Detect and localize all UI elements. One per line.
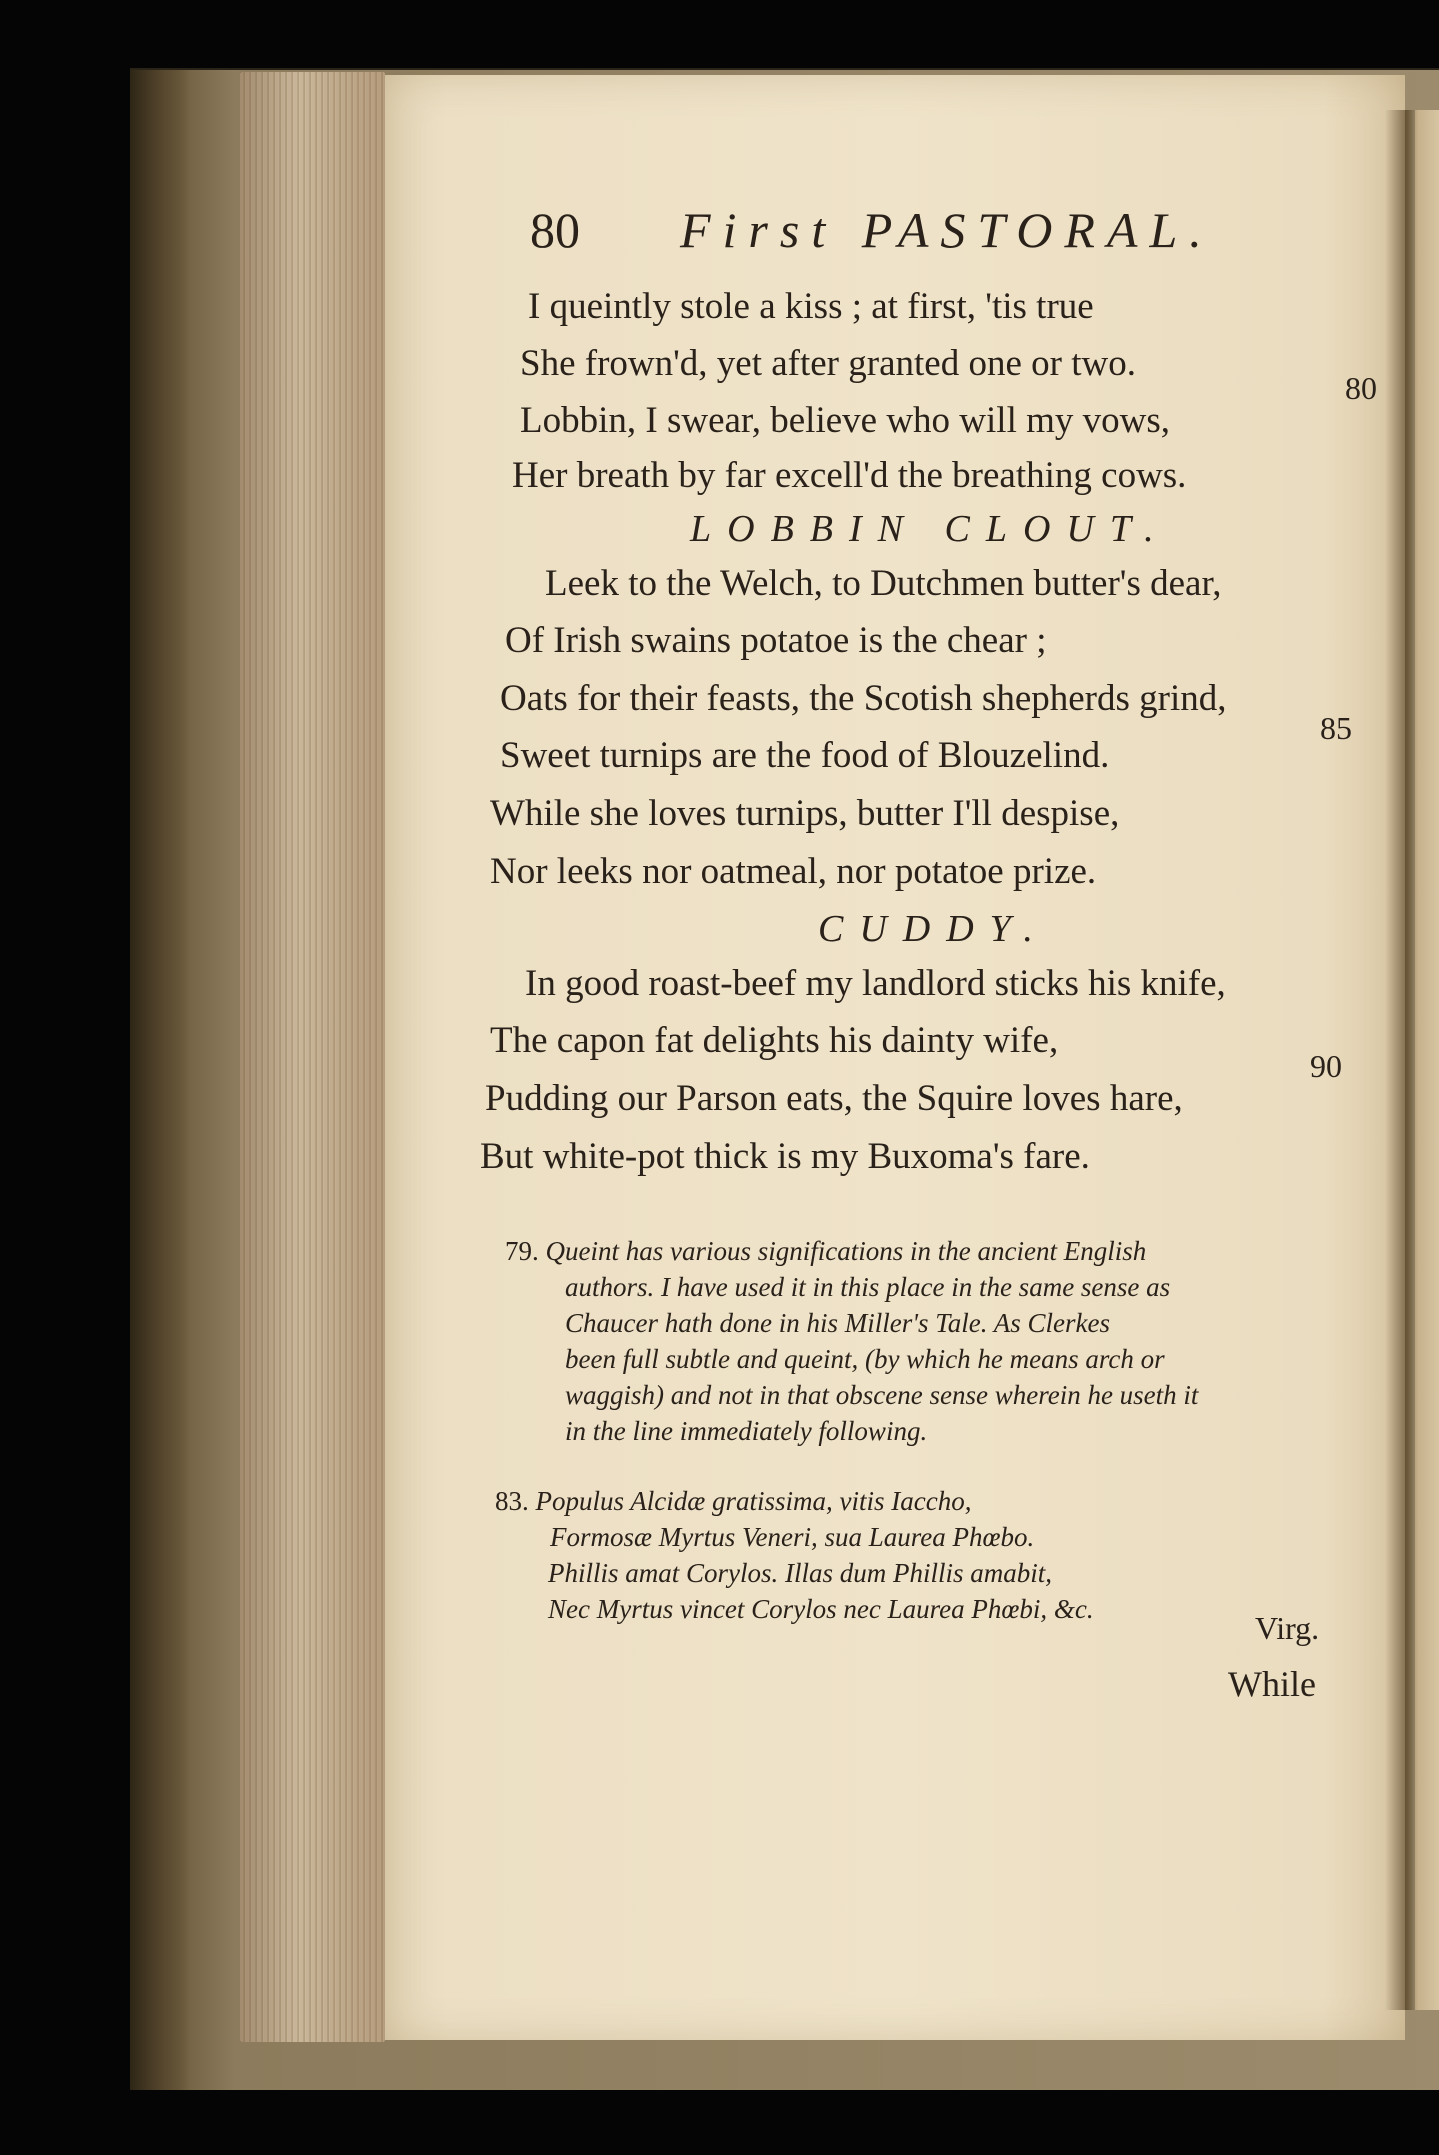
citation-source: Virg.: [1255, 1610, 1320, 1646]
footnote-number: 83.: [495, 1486, 529, 1516]
page-edges-shade: [240, 72, 385, 2042]
line-number: 85: [1320, 710, 1352, 746]
verse-line: Her breath by far excell'd the breathing cows.: [512, 455, 1187, 496]
verse-line: Oats for their feasts, the Scotish shepherds grind,: [500, 678, 1227, 719]
verse-line: Nor leeks nor oatmeal, nor potatoe prize.: [490, 851, 1097, 892]
verse-line: Lobbin, I swear, believe who will my vows,: [520, 400, 1171, 441]
verse-line: Of Irish swains potatoe is the chear ;: [505, 620, 1047, 661]
footnote-line: Formosæ Myrtus Veneri, sua Laurea Phœbo.: [550, 1522, 1035, 1552]
footnote-line: Phillis amat Corylos. Illas dum Phillis amabit,: [548, 1558, 1053, 1588]
page-number: 80: [530, 202, 580, 258]
speaker-name: LOBBIN CLOUT.: [690, 508, 1170, 550]
footnote-line: [495, 1488, 971, 1515]
footnote-text: Queint has various significations in the ancient English: [545, 1236, 1147, 1266]
footnote-line: authors. I have used it in this place in the same sense as: [565, 1272, 1171, 1302]
footnote-text: Populus Alcidæ gratissima, vitis Iaccho,: [535, 1486, 972, 1516]
verse-line: Pudding our Parson eats, the Squire loves hare,: [485, 1078, 1183, 1119]
verse-line: In good roast-beef my landlord sticks his knife,: [525, 963, 1226, 1004]
footnote-line: in the line immediately following.: [565, 1416, 928, 1446]
gutter-shadow: [1385, 110, 1415, 2010]
verse-line: The capon fat delights his dainty wife,: [490, 1020, 1059, 1061]
footnote-line: Nec Myrtus vincet Corylos nec Laurea Phœbi, &c.: [548, 1594, 1094, 1624]
line-number: 90: [1310, 1048, 1342, 1084]
footnote-line: [505, 1238, 1146, 1265]
running-head: First PASTORAL.: [680, 202, 1214, 258]
speaker-name: CUDDY.: [818, 908, 1049, 950]
line-number: 80: [1345, 370, 1377, 406]
verse-line: While she loves turnips, butter I'll despise,: [490, 793, 1120, 834]
verse-line: She frown'd, yet after granted one or two.: [520, 343, 1136, 384]
footnote-line: Chaucer hath done in his Miller's Tale. As Clerkes: [565, 1308, 1111, 1338]
spine-shadow: [130, 70, 190, 2090]
footnote-line: waggish) and not in that obscene sense wherein he useth it: [565, 1380, 1199, 1410]
verse-line: But white-pot thick is my Buxoma's fare.: [480, 1136, 1090, 1177]
verse-line: I queintly stole a kiss ; at first, 'tis true: [528, 286, 1094, 327]
catchword: While: [1228, 1664, 1316, 1704]
footnote-line: been full subtle and queint, (by which he means arch or: [565, 1344, 1165, 1374]
verse-line: Sweet turnips are the food of Blouzelind.: [500, 735, 1110, 776]
verse-line: Leek to the Welch, to Dutchmen butter's dear,: [545, 563, 1222, 604]
footnote-number: 79.: [505, 1236, 539, 1266]
